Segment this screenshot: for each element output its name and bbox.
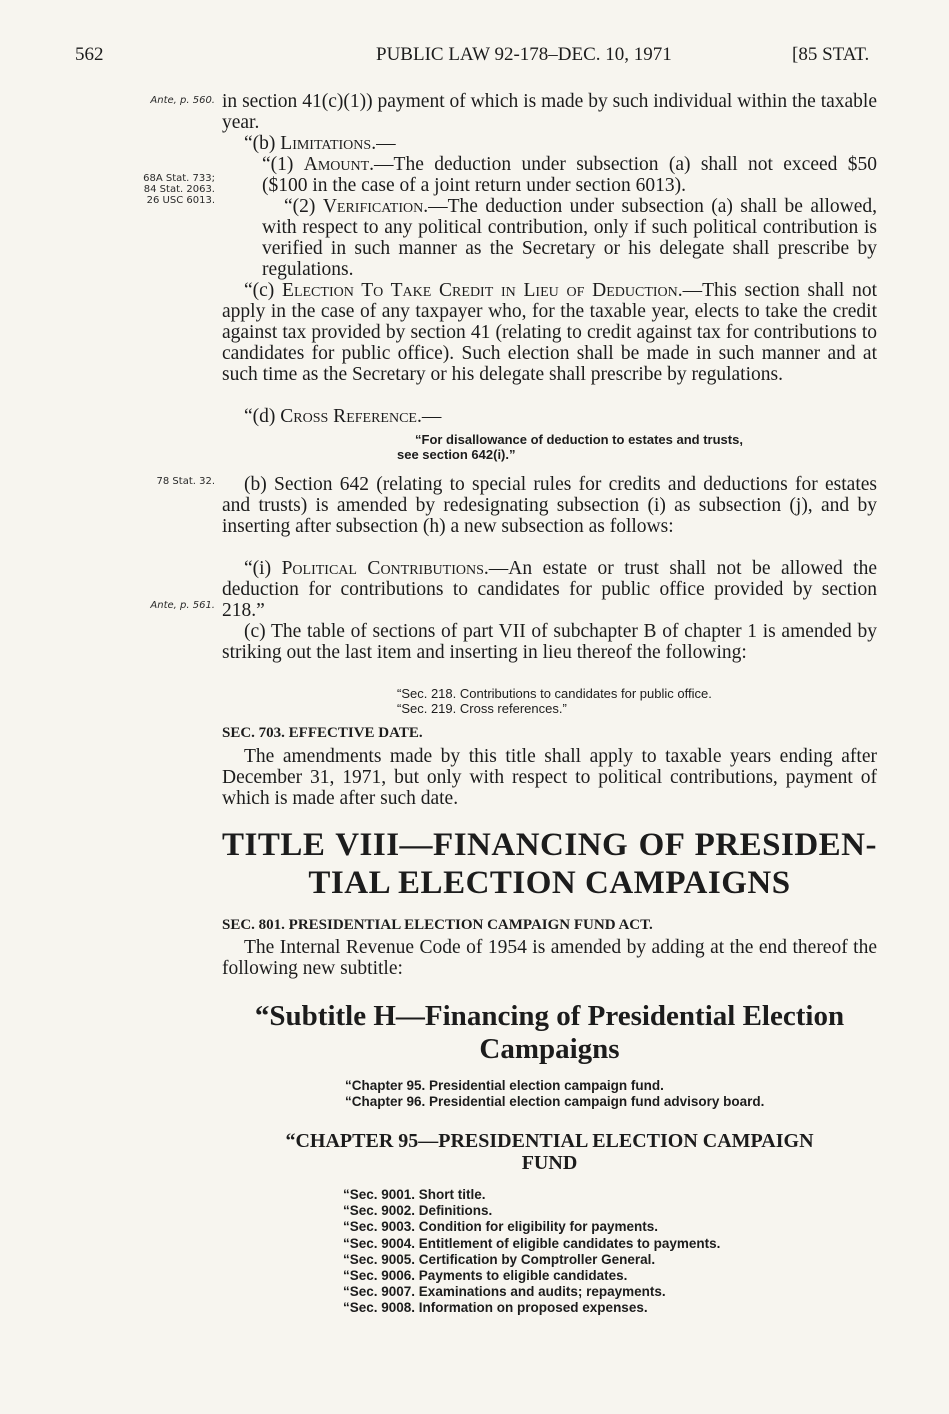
subtitle-h-heading <box>222 1000 877 1066</box>
heading-caps: Limitations <box>280 133 372 154</box>
margin-note-ante-560: Ante, p. 560. <box>150 95 215 106</box>
section-c-amendment: (c) The table of sections of part VII of subchapter B of chapter 1 is amended by striking out the last item and inserting in lieu thereof the following: <box>222 621 877 663</box>
text-run: “(d) <box>244 406 281 427</box>
text-run: .— <box>371 133 396 154</box>
section-801-heading: SEC. 801. PRESIDENTIAL ELECTION CAMPAIGN FUND ACT. <box>222 917 653 933</box>
title-viii-heading <box>222 826 877 902</box>
margin-note-line: 68A Stat. 733; <box>143 173 215 184</box>
subsection-d-heading <box>222 406 877 427</box>
heading-caps: Political Contributions <box>281 558 484 579</box>
section-703-heading: SEC. 703. EFFECTIVE DATE. <box>222 725 423 741</box>
margin-note-statutes <box>70 173 215 206</box>
paragraph-b1 <box>262 154 877 196</box>
heading-caps: Election To Take Credit in Lieu of Deduction <box>282 280 678 301</box>
section-entry: “Sec. 9007. Examinations and audits; repayments. <box>343 1284 666 1300</box>
section-b-amendment: (b) Section 642 (relating to special rules for credits and deductions for estates and trusts) is amended by redesignating subsection (i) as subsection (j), and by inserting after subsection (h) a new subsection as follows: <box>222 474 877 537</box>
section-entry: “Sec. 9005. Certification by Comptroller General. <box>343 1251 656 1267</box>
cross-reference-quote <box>397 432 885 462</box>
section-entry: “Sec. 9002. Definitions. <box>343 1203 493 1219</box>
text-run: .—This section shall not apply in the case of any taxpayer who, for the taxable year, elects to take the credit against tax provided by section 41 (relating to credit against tax for contributions to candidates for public office). Such election shall be made in such manner and at such time as the Secretary or his delegate shall prescribe by regulations. <box>222 280 877 385</box>
chapter-entry: “Chapter 95. Presidential election campaign fund. <box>345 1078 664 1093</box>
margin-note-ante-561: Ante, p. 561. <box>150 600 215 611</box>
paragraph-c <box>222 280 877 385</box>
section-entry: “Sec. 9006. Payments to eligible candidates. <box>343 1268 628 1284</box>
text-run: “(2) <box>284 196 323 217</box>
chapter-95-heading <box>222 1130 877 1174</box>
chapter-entry: “Chapter 96. Presidential election campaign fund advisory board. <box>345 1094 765 1110</box>
subtitle-line: Campaigns <box>479 1033 620 1065</box>
volume-reference: [85 STAT. <box>792 44 870 65</box>
title-line: TIAL ELECTION CAMPAIGNS <box>308 865 791 901</box>
heading-caps: Verification <box>322 196 424 217</box>
section-703-text: The amendments made by this title shall apply to taxable years ending after December 31, 1971, but only with respect to political contributions, payment of which is made after such date. <box>222 746 877 809</box>
subtitle-line: “Subtitle H—Financing of Presidential Election <box>254 1000 845 1032</box>
chapter-heading-line: “CHAPTER 95—PRESIDENTIAL ELECTION CAMPAIGN <box>285 1130 814 1152</box>
text-run: “(i) <box>244 558 282 579</box>
text-run: .— <box>416 406 442 427</box>
heading-caps: Cross Reference <box>280 406 417 427</box>
section-entry: “Sec. 9001. Short title. <box>343 1187 486 1202</box>
margin-note-line: 26 USC 6013. <box>146 195 215 206</box>
chapter-list <box>345 1078 764 1110</box>
page-number: 562 <box>75 44 104 65</box>
toc-line: “Sec. 219. Cross references.” <box>397 701 567 716</box>
text-run: “(c) <box>244 280 283 301</box>
quote-line: see section 642(i).” <box>397 447 516 462</box>
text-run: “(b) <box>244 133 281 154</box>
chapter-95-sections <box>343 1187 720 1317</box>
paragraph-b2 <box>262 196 877 280</box>
text-run: .—The deduction under subsection (a) shall not exceed $50 ($100 in the case of a joint return under section 6013). <box>262 154 877 196</box>
margin-note-line: 84 Stat. 2063. <box>143 184 215 195</box>
section-entry: “Sec. 9004. Entitlement of eligible candidates to payments. <box>343 1235 721 1251</box>
running-head: PUBLIC LAW 92-178–DEC. 10, 1971 <box>376 44 672 65</box>
margin-note-78-stat: 78 Stat. 32. <box>156 476 215 487</box>
chapter-heading-line: FUND <box>521 1152 578 1174</box>
toc-line: “Sec. 218. Contributions to candidates for public office. <box>397 686 712 701</box>
text-run: .—The deduction under subsection (a) shall be allowed, with respect to any political contribution, only if such political contribution is verified in such manner as the Secretary or his delegate shall prescribe by regulations. <box>262 196 877 280</box>
quote-line: “For disallowance of deduction to estates and trusts, <box>415 432 743 447</box>
text-run: .—An estate or trust shall not be allowed the deduction for contributions to candidates for public office provided by section 218.” <box>222 558 878 621</box>
section-801-text: The Internal Revenue Code of 1954 is amended by adding at the end thereof the following new subtitle: <box>222 937 877 979</box>
section-entry: “Sec. 9008. Information on proposed expenses. <box>343 1300 648 1316</box>
heading-caps: Amount <box>303 154 370 175</box>
paragraph-i <box>222 558 877 621</box>
section-entry: “Sec. 9003. Condition for eligibility for payments. <box>343 1219 659 1235</box>
title-line: TITLE VIII—FINANCING OF PRESIDEN- <box>222 827 877 863</box>
table-of-sections-insert <box>397 686 712 716</box>
subsection-b-heading <box>222 133 877 154</box>
text-run: “(1) <box>262 154 304 175</box>
paragraph-continuation: in section 41(c)(1)) payment of which is made by such individual within the taxable year. <box>222 91 877 133</box>
